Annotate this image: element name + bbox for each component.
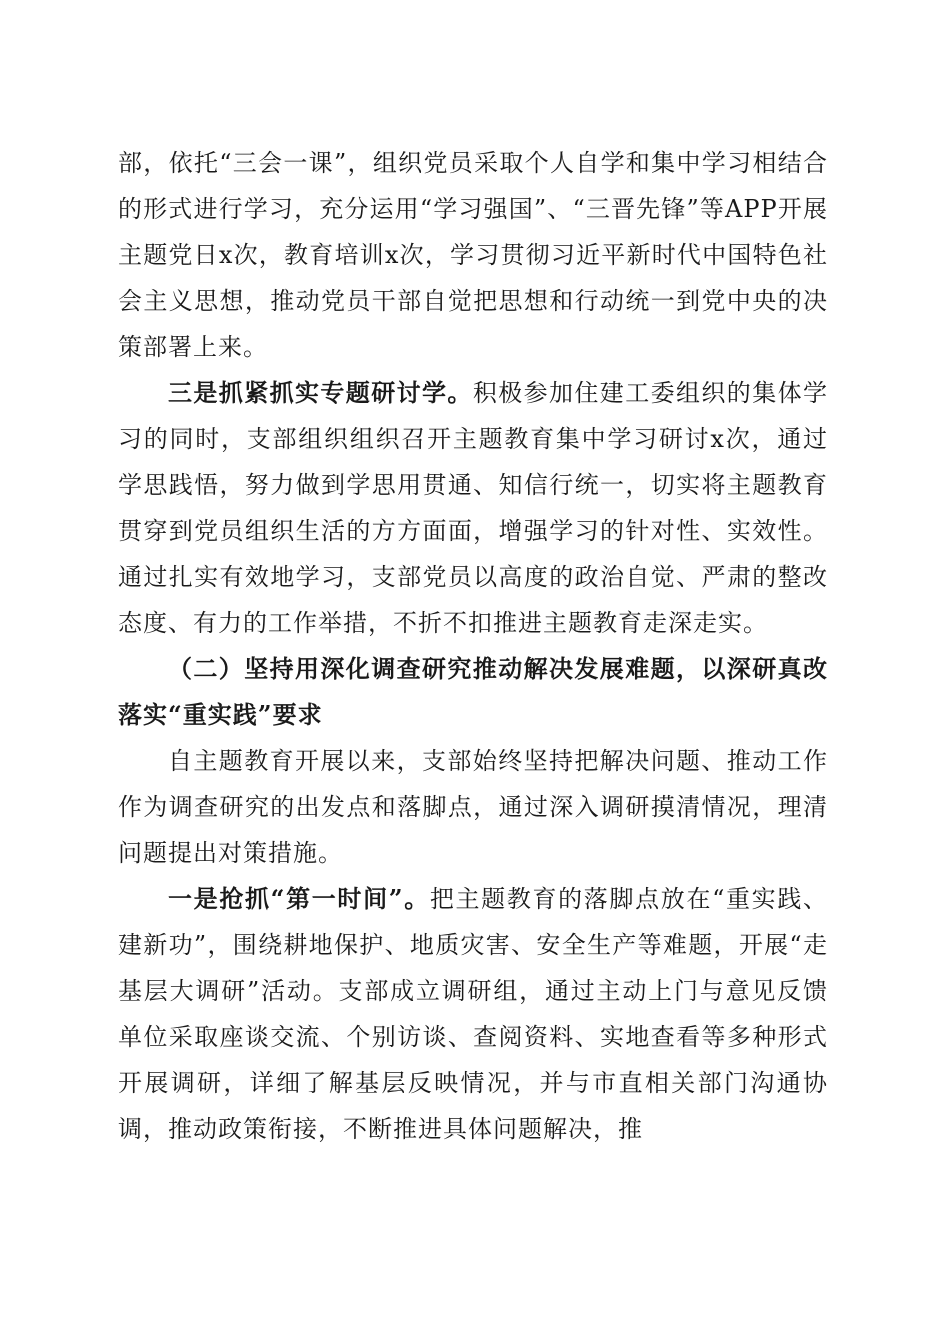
paragraph-lead: 三是抓紧抓实专题研讨学。 [168, 378, 473, 407]
paragraph-lead: 一是抢抓“第一时间”。 [168, 884, 430, 913]
paragraph-text: 部，依托“三会一课”，组织党员采取个人自学和集中学习相结合的形式进行学习，充分运用“学习强国”、“三晋先锋”等APP开展主题党日x次，教育培训x次，学习贯彻习近平新时代中国特色社会主义思想，推动党员干部自觉把思想和行动统一到党中央的决策部署上来。 [118, 149, 828, 361]
paragraph-point-one [118, 876, 828, 1152]
section-heading: （二）坚持用深化调查研究推动解决发展难题，以深研真改落实“重实践”要求 [118, 654, 828, 729]
paragraph-continuation [118, 140, 828, 370]
paragraph-text: 积极参加住建工委组织的集体学习的同时，支部组织组织召开主题教育集中学习研讨x次，通过学思践悟，努力做到学思用贯通、知信行统一，切实将主题教育贯穿到党员组织生活的方方面面，增强学习的针对性、实效性。通过扎实有效地学习，支部党员以高度的政治自觉、严肃的整改态度、有力的工作举措，不折不扣推进主题教育走深走实。 [118, 379, 829, 637]
paragraph-text: 把主题教育的落脚点放在“重实践、建新功”，围绕耕地保护、地质灾害、安全生产等难题，开展“走基层大调研”活动。支部成立调研组，通过主动上门与意见反馈单位采取座谈交流、个别访谈、查阅资料、实地查看等多种形式开展调研，详细了解基层反映情况，并与市直相关部门沟通协调，推动政策衔接，不断推进具体问题解决，推 [118, 885, 828, 1143]
paragraph-point-three [118, 370, 828, 646]
paragraph-intro [118, 738, 828, 876]
paragraph-text: 自主题教育开展以来，支部始终坚持把解决问题、推动工作作为调查研究的出发点和落脚点，通过深入调研摸清情况，理清问题提出对策措施。 [118, 747, 828, 867]
document-body [118, 140, 828, 1152]
